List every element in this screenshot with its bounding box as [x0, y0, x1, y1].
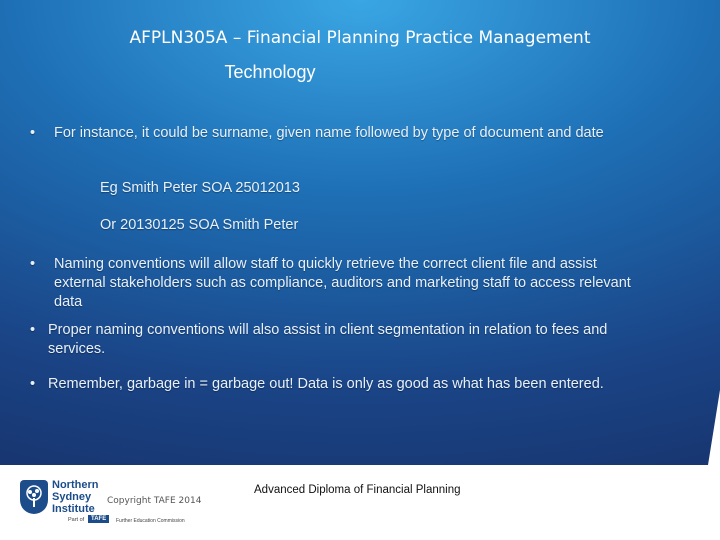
diploma-title: Advanced Diploma of Financial Planning [254, 484, 461, 496]
bullet-text: Naming conventions will allow staff to quickly retrieve the correct client file and assist external stakeholders such as compliance, auditors and marketing staff to access relevant data [54, 256, 631, 310]
institute-logo [20, 478, 200, 534]
tafe-badge: TAFE [88, 515, 109, 523]
bullet-text: Proper naming conventions will also assist in client segmentation in relation to fees and services. [48, 322, 608, 357]
example-line-2: Or 20130125 SOA Smith Peter [100, 217, 299, 233]
bullet-naming-example [30, 124, 644, 143]
logo-text-institute: Institute [52, 503, 95, 515]
bullet-marker: • [30, 322, 36, 338]
bullet-text: For instance, it could be surname, given name followed by type of document and date [54, 125, 604, 141]
example-line-1: Eg Smith Peter SOA 25012013 [100, 180, 300, 196]
course-title: AFPLN305A – Financial Planning Practice Management [129, 28, 591, 48]
section-title: Technology [224, 62, 316, 82]
bullet-marker: • [30, 125, 36, 141]
bullet-client-segmentation [30, 321, 648, 359]
logo-text-northern: Northern [52, 479, 99, 491]
bullet-marker: • [30, 376, 36, 392]
bullet-marker: • [30, 256, 36, 272]
copyright-text: Copyright TAFE 2014 [107, 496, 202, 506]
tree-shield-icon [20, 480, 48, 514]
bullet-text: Remember, garbage in = garbage out! Data is only as good as what has been entered. [48, 376, 604, 392]
bullet-garbage-in-out [30, 375, 628, 394]
logo-commission-text: Further Education Commission [116, 518, 185, 524]
logo-part-of: Part of [68, 517, 85, 523]
bullet-naming-conventions [30, 255, 634, 312]
logo-text-sydney: Sydney [52, 491, 92, 503]
